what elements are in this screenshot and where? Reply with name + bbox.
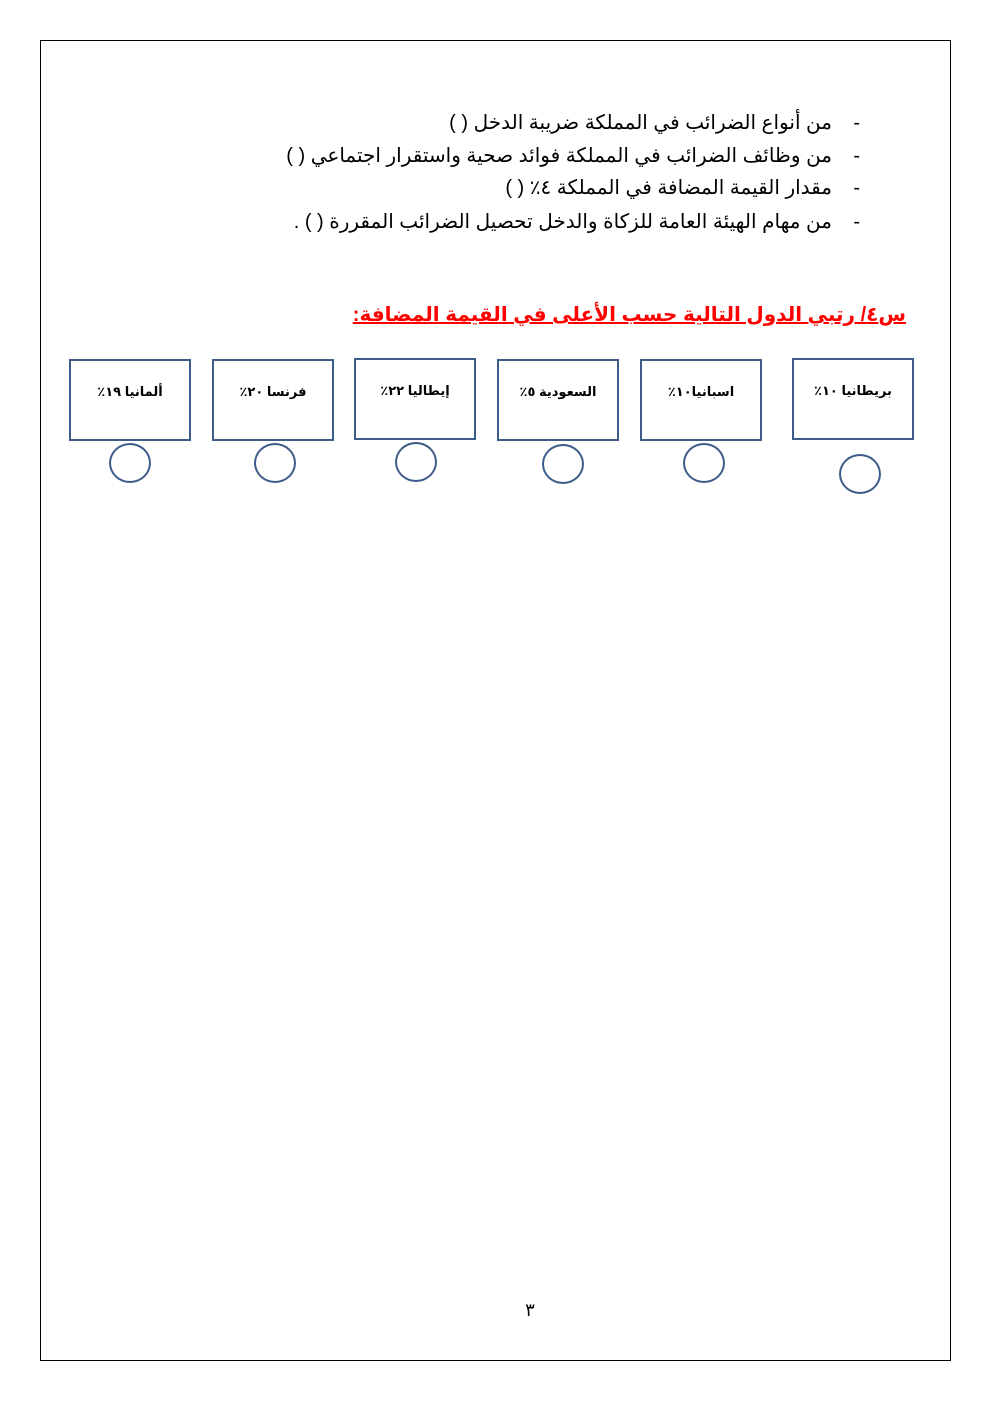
rank-circle-italy[interactable] — [395, 442, 437, 482]
country-box-spain: اسبانيا١٠٪ — [640, 359, 762, 441]
statement-3: مقدار القيمة المضافة في المملكة ٤٪ ( ) — [505, 177, 832, 199]
rank-circle-germany[interactable] — [109, 443, 151, 483]
country-box-saudi: السعودية ٥٪ — [497, 359, 619, 441]
rank-circle-spain[interactable] — [683, 443, 725, 483]
statement-4: من مهام الهيئة العامة للزكاة والدخل تحصيل الضرائب المقررة ( ) . — [293, 211, 832, 233]
country-box-britain: بريطانيا ١٠٪ — [792, 358, 914, 440]
country-box-italy: إيطاليا ٢٢٪ — [354, 358, 476, 440]
country-box-france: فرنسا ٢٠٪ — [212, 359, 334, 441]
statement-1: من أنواع الضرائب في المملكة ضريبة الدخل ( ) — [449, 112, 832, 134]
statement-bullet: - — [853, 145, 860, 167]
country-box-germany: ألمانيا ١٩٪ — [69, 359, 191, 441]
rank-circle-saudi[interactable] — [542, 444, 584, 484]
statement-bullet: - — [853, 211, 860, 233]
question-4-title: س٤/ رتبي الدول التالية حسب الأعلى في القيمة المضافة: — [352, 304, 906, 326]
page-number: ٣ — [525, 1300, 535, 1320]
rank-circle-france[interactable] — [254, 443, 296, 483]
page-frame — [40, 40, 951, 1361]
rank-circle-britain[interactable] — [839, 454, 881, 494]
statement-2: من وظائف الضرائب في المملكة فوائد صحية واستقرار اجتماعي ( ) — [286, 145, 832, 167]
statement-bullet: - — [853, 177, 860, 199]
statement-bullet: - — [853, 112, 860, 134]
